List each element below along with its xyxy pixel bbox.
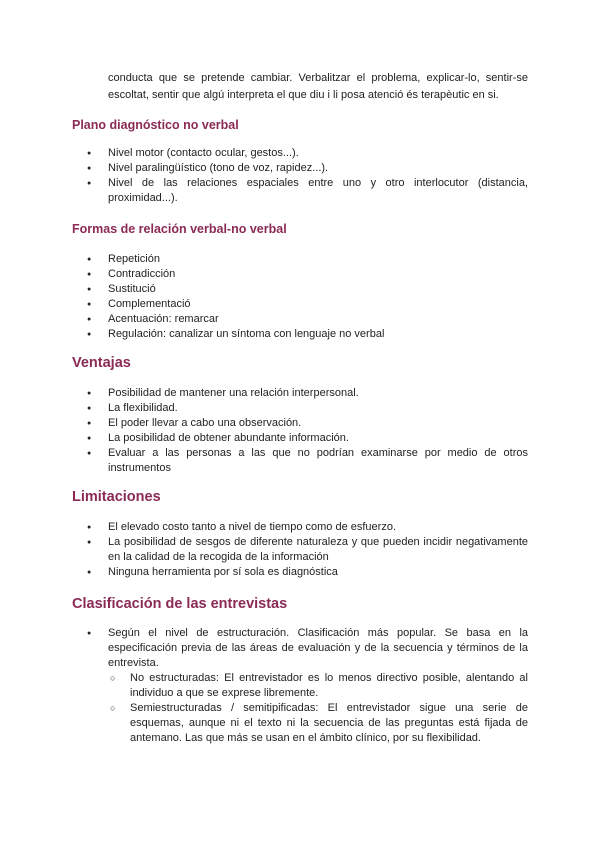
list-item: ● Nivel de las relaciones espaciales entre uno y otro interlocutor (distancia, proximidad...). (72, 176, 528, 206)
list-limitaciones (72, 520, 528, 580)
list-item: ● Acentuación: remarcar (72, 312, 528, 327)
list-item: ● La flexibilidad. (72, 401, 528, 416)
list-item: ● El elevado costo tanto a nivel de tiempo como de esfuerzo. (72, 520, 528, 535)
sublist-item: ○ Semiestructuradas / semitipificadas: El entrevistador sigue una serie de esquemas, aunque ni el texto ni la secuencia de las preguntas está fijada de antemano. Las que más se usan en el ámbito clínico, por su flexibilidad. (108, 701, 528, 746)
heading-limitaciones: Limitaciones (72, 489, 161, 505)
heading-formas-relacion: Formas de relación verbal-no verbal (72, 222, 287, 236)
list-item: ● La posibilidad de obtener abundante información. (72, 431, 528, 446)
list-item: ● Contradicción (72, 267, 528, 282)
list-item (72, 626, 528, 746)
list-item-text: Según el nivel de estructuración. Clasificación más popular. Se basa en la especificación previa de las áreas de evaluación y de la secuencia y términos de la entrevista. (108, 627, 528, 669)
list-item: ● Regulación: canalizar un síntoma con lenguaje no verbal (72, 327, 528, 342)
list-item: ● Ninguna herramienta por sí sola es diagnóstica (72, 565, 528, 580)
list-item: ● Posibilidad de mantener una relación interpersonal. (72, 386, 528, 401)
list-clasificacion (72, 626, 528, 746)
heading-ventajas: Ventajas (72, 355, 131, 371)
intro-paragraph: conducta que se pretende cambiar. Verbalitzar el problema, explicar-lo, sentir-se escoltat, sentir que algú interpreta el que diu i li posa atenció és terapèutic en si. (108, 72, 528, 101)
list-ventajas (72, 386, 528, 476)
sublist-item: ○ No estructuradas: El entrevistador es lo menos directivo posible, alentando al individuo a que se exprese libremente. (108, 671, 528, 701)
list-item: ● Nivel paralingüístico (tono de voz, rapidez...). (72, 161, 528, 176)
list-item: ● La posibilidad de sesgos de diferente naturaleza y que pueden incidir negativamente en la calidad de la recogida de la información (72, 535, 528, 565)
list-item: ● El poder llevar a cabo una observación. (72, 416, 528, 431)
list-formas-relacion (72, 252, 528, 342)
sublist-clasificacion (108, 671, 528, 746)
heading-plano-diagnostico: Plano diagnóstico no verbal (72, 118, 239, 132)
list-item: ● Evaluar a las personas a las que no podrían examinarse por medio de otros instrumentos (72, 446, 528, 476)
list-item: ● Repetición (72, 252, 528, 267)
heading-clasificacion: Clasificación de las entrevistas (72, 596, 288, 612)
list-item: ● Sustitució (72, 282, 528, 297)
list-item: ● Complementació (72, 297, 528, 312)
list-plano-diagnostico (72, 146, 528, 206)
list-item: ● Nivel motor (contacto ocular, gestos...). (72, 146, 528, 161)
